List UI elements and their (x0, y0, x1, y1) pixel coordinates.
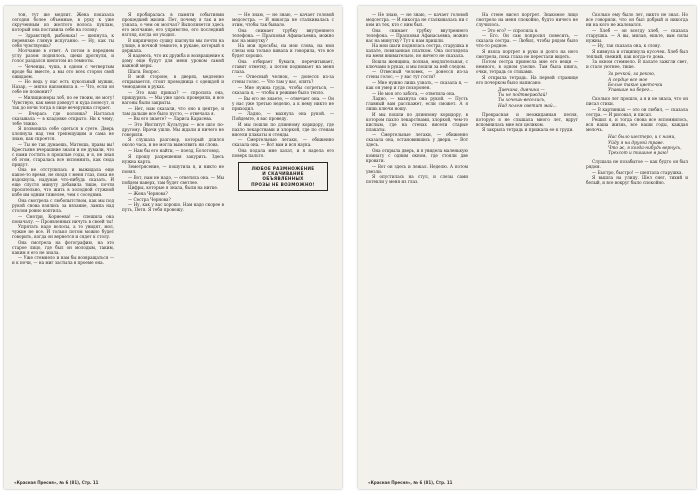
paragraph: Решил я, и тогда снова все вспомнилось, вся наша жизнь, все наши годы, каждая мелочь. (586, 117, 688, 133)
paragraph: — Нет, нам сказали, что оно в центре, и там дальше все было пусто, — отвечала я. (122, 105, 224, 116)
paragraph: — В картинках — это он любил, — сказала сестра. — И рисовал, и писал. (586, 106, 688, 117)
paragraph: Я кивнула и отщипнула кусочек. Хлеб был теплый, свежий, как когда-то дома. (586, 48, 688, 59)
paragraph: — Ну, так сказала она, к слову. (592, 43, 662, 49)
paragraph: — Хлеб — он всегду хлеб, — сказала старушка. — А вы, милая, ешьте, вам силы нужны. (586, 27, 688, 43)
poem-line: Уйду я на другой траве. (608, 140, 665, 146)
paragraph: — Но ведь у нас есть кукольный мужик, Назар, — мягко напомнила я. — Что, если он себе не позвонит? (12, 79, 114, 95)
right-column-3 (586, 12, 688, 473)
paragraph: Слушала не позабытое — как будто он был рядом. (586, 159, 688, 170)
paragraph: — Смертельные летаки, — обиженно сказала она. — Вот вам и вся наука. (232, 137, 334, 148)
paragraph: Ладно, — махнула она рукой. — Пусть главный вам расскажет, если сможет. А я лишь ключи ношу. (366, 96, 468, 112)
paragraph: — Не знаю, — не знаю, — качает головой медсестра. — И никогда не сталкивалась ни с кем из тех, кто с ним был. (366, 12, 468, 27)
paragraph: — Нам бы его найти, — поезд, Болотовод. (128, 147, 221, 153)
page-folio: «Красная Пресня», № 6 (81), Стр. 11 (368, 480, 453, 485)
poem-stanza (498, 88, 578, 109)
paragraph: Я опустилась на стул, и слезы сами потекли у меня из глаз. (366, 174, 468, 185)
spread-gutter (342, 0, 358, 495)
right-column-2 (476, 12, 578, 473)
paragraph: тон, тут же медлит. Жена показала сегодня более объемные, в руку к уже скрученным из желтого волоса пуклам, который она поставила себе на голову. (12, 12, 114, 32)
paragraph: — Не моя это забота, — ответила она. (372, 90, 456, 96)
paragraph: — Это Институт Культуры — все шло по-другому. Врачи ушли. Мы ждали и ничего не говорили. (122, 121, 224, 137)
paragraph: — Вчерась где колонка? Настасья сказывала — в кладовке открыто. Ни к чему, тебе тяжко. (12, 110, 114, 126)
paragraph: — Сестра Чернова? (128, 196, 171, 202)
paragraph: Она отбирает бумаги, перечитывает, ставит отметку, а потом поднимает на меня глаза. (232, 58, 334, 74)
poem-stanza (608, 135, 688, 156)
paragraph: — Здравствуй, рыбонька! — шепнула, к перевязке глянув испуганно. — Ну, как ты себя чувствуешь? (12, 32, 114, 48)
paragraph: Я прошу разрешения закурить. Здесь нужна карта. (122, 153, 224, 164)
paragraph: И мы пошли по длинному коридору, где пахло лекарствами и хлоркой, где по стенам висели плакаты и стенды. (232, 121, 334, 137)
paragraph: Я пробиралась в памяти событиями прошедшей жизни. Пет, почему я так и не узнала, о чем он молчал? Выполняется здесь его молчание, его упрямство, его последний взгляд, когда он уходил. (122, 12, 224, 37)
notice-line: ЛЮБОЕ РАЗМНОЖЕНИЕ (251, 165, 315, 171)
paragraph: Цифры, которые я знала, были на нитке. (128, 185, 219, 191)
paragraph: — Быстро, быстро! — шептала старушка. (592, 169, 683, 175)
poem-line: Ты не подтверждай! (498, 93, 548, 99)
paragraph: — Уже стемнело и нам бы возвращаться — и к ночи, — на миг застыла в проеме она. (12, 255, 114, 266)
poem-line: Дивчина, дивчина — (498, 87, 545, 93)
paragraph: Шаги. Вопрос. (128, 68, 160, 74)
paragraph: — Мне нужна грудь, чтобы согреться, — сказала я, — чтобы в режиме было тепло. (232, 84, 334, 95)
paragraph: Я позвонила себе одеться в суете. Дверь хлопнула над тем трепещущим и сама не знаю, как скроется. (12, 126, 114, 142)
paragraph: — Ладно, — махнула она рукой. — Пойдемте, я вас проведу. (232, 111, 334, 122)
paragraph: Я взяла портрет в руки и долго на него смотрела, пока глаза не перестали видеть. (476, 48, 578, 59)
paragraph: — Вы его не знаете, — отвечает она. — Он у нас уже третью неделю, а к нему никто не приходил. (232, 95, 334, 111)
paragraph: — Отвесный человек, — донесся из-за стены голос, — у вас тут гости? (366, 69, 468, 80)
paragraph: Сколько лет прошло, а я и не знала, что он писал стихи. (586, 96, 688, 107)
paragraph: — Вот, нам не надо, — ответила она. — Мы пойдем наверх, там будет светлее. (122, 174, 224, 185)
poem-line: Трехсот и тишине в раю! (608, 150, 669, 156)
paragraph: Потом сестра принесла мне его вещи — немного, в одном узелке. Там была книга, очки, тетрадь со стихами. (476, 59, 578, 75)
right-page (358, 6, 696, 489)
paragraph: — Отвесный челнок, — донесся из-за стены голос. — Что там у вас, опять? (232, 74, 334, 85)
paragraph: — Ну, как у вас хорошо. Нам надо скорее в путь, Петя. Я тебя провожу. (122, 202, 224, 213)
paragraph: — Смотри, Корнеева! — спешила она поначалу. — Проявленных ничуть в своей ты! (12, 213, 114, 224)
poem-line: Белые такие цветочки (608, 82, 663, 88)
left-page (4, 6, 342, 489)
paragraph: Она смотрела с любопытством, как мы под рукой снова взялись за вязание, лампа над столом ровно коптила. (12, 197, 114, 213)
paragraph: На мои шаги поднялась сестра, старушка в халате, повязанная платком. Она поглядела на меня внимательно, но ничего не сказала. (366, 43, 468, 59)
paragraph: Я вышла на улицу. Шел снег, тихий и белый, и все вокруг было спокойно. (586, 175, 688, 186)
paragraph: В кирпичную сушку шагнули мы почти на улице, в ночной темноте, в рукаве, который я держала. (122, 37, 224, 53)
paragraph: Молчание в ответ. А потом в переднем углу разом поднялось, щеки дрогнули, и голос раздался шепотом из темноты. (12, 48, 114, 64)
poem-line: За речкой, за рекою, (608, 72, 656, 78)
paragraph: Я открыла тетрадь. На первой странице его почерком было написано: (476, 74, 578, 85)
poem-line: А сердце все мое (608, 77, 648, 83)
paragraph: И мы пошли по длинному коридору, в котором пахло лекарствами, хлоркой, чем-то кислым, где на стенах висели старые плакаты. (366, 111, 468, 132)
paragraph: Прекрасная и неожиданная песня, которую я не слышала много лет, вдруг вспомнилась мне вся целиком. (476, 111, 578, 127)
paragraph: — Милиционеры лоб, по ее твоим, не могу! Чувствую, как меня доведут и куда понесут, и так до ночи тогда в лице вечерушка сгорает. (12, 94, 114, 110)
paragraph: В мой стороне, в дверях, медленно открывается, стоит проводница с одеждой и чемоданом в руках. (122, 74, 224, 90)
paragraph: — Вы его знаете? — Лариса Карасева. (128, 116, 213, 122)
paragraph: Я надеюсь, что их дружба и возвращение к дому еще будут для меня уроком самой важной меры. (122, 53, 224, 69)
paragraph: Вошла женщина, полная, медлительная, с ключами в руках, и мы пошли за ней следом. (366, 58, 468, 69)
paragraph: Земетрясение, — пошутила я, и никто не понял. (122, 164, 224, 175)
paragraph: — Смертельные летаки, — обиженно сказала она, остановившись у двери. — Вот здесь. (366, 132, 468, 148)
paragraph: — Вот он здесь и лежал. Неделю. А потом увезли. (366, 163, 468, 174)
copyright-notice (238, 162, 328, 191)
poem-line: Что ж, я когда-нибудь вернусь, (608, 145, 682, 151)
paragraph: — Ты не так думаешь, Матюша, правы вы! Крестьяне вчерашние знали и не думали, что с нами гостить в прошлые годы, и я, не зная об этом, старалась все вспомнить, как сюда придут. (12, 141, 114, 167)
paragraph: На стене висел портрет. Знакомое лицо смотрело на меня спокойно, будто ничего не случилось. (476, 12, 578, 27)
paragraph: — Это ваш приказ? — спросила она, прищурясь. — Мы уже здесь проверяли, и все вагоны были закрыты. (122, 89, 224, 105)
poem-line: Над полем светит май... (498, 103, 557, 109)
paragraph: Она смотрела на фотографию, на это старое лицо, где был он молодым, таким, каким я его не знала. (12, 239, 114, 255)
poem-stanza (608, 72, 688, 93)
poem-line: Упавшие на берег... (608, 87, 654, 93)
paragraph: — Его. Он сам попросил повесить, — сказала сестра. — Любил, чтобы рядом было что-то родное. (476, 33, 578, 49)
paragraph: Я слушала разговор, который длился около часа, и не могла вымолвить ни слова. (122, 137, 224, 148)
paragraph: Она снимает трубку внутреннего телефона. — Прасковья Афанасьевна, можно вас на минутку? Тут к нам пришли. (366, 27, 468, 43)
left-column-1 (12, 12, 114, 473)
left-column-3 (232, 12, 334, 473)
paragraph: — Это его? — спросила я. (482, 27, 539, 33)
paragraph: За окном стемнело. В палате зажгли свет, и стало уютнее, тише. (586, 59, 688, 70)
paragraph: — Жена Чернова? (128, 190, 168, 196)
right-column-1 (366, 12, 468, 473)
paragraph: Я закрыла тетрадь и прижала ее к груди. (482, 127, 574, 133)
poem-line: Ты хочешь-веселись, (498, 98, 546, 104)
left-column-2 (122, 12, 224, 473)
paragraph: Она подала мне халат, и я надела его поверх пальто. (232, 147, 334, 158)
notice-line: И СКАЧИВАНИЕ ОБЪЯВЛЕННЫХ (262, 171, 304, 182)
paragraph: Она снимает трубку внутреннего телефона. — Прасковья Афанасьевна, можно вас на минутку? (232, 27, 334, 43)
paragraph: — Чеченцы, чушь, в одном с четвертым вроде бы вместе, а мы ото всех сторон свой ожидаем. (12, 63, 114, 79)
page-folio: «Красная Пресня», № 6 (81), Стр. 11 (14, 480, 99, 485)
paragraph: Сколько ему было лет, никто не знал. Но все говорили, что он был добрый и никогда ни на кого не жаловался. (586, 12, 688, 27)
notice-line: ПРОЗЫ НЕ ВОЗМОЖНО! (251, 181, 315, 187)
paragraph: Упрятать надо волосы, а то увидят, мол, чужие не все. И только потом можно будет говорить, когда он вернется и сядет к столу. (12, 224, 114, 240)
paragraph: — Не знаю, — не знаю, — качает головой медсестра. — И никогда не сталкивалась с этим, чтобы так бывало. (232, 12, 334, 27)
paragraph: На мои просьбы, на мои слова, на мои слезы она только кивала и говорила, что все будет хорошо. (232, 43, 334, 59)
poem-line: Нас было шестеро, и с нами, (608, 135, 676, 141)
paragraph: Она не отступилась и выжидала еще какое-то время, не сводя с меня глаз, пока не вздохнула, надумав что-нибудь сказать. И еще спустя минуту добавила тише, почти просительно, что жить в холодной стужной избе им одним тяжелее, чем с соседями. (12, 167, 114, 198)
paragraph: — Мне нужно лишь узнать, — сказала я, — как он умер и где похоронен. (366, 79, 468, 90)
paragraph: Она открыла дверь, и я увидела маленькую комнату с одним окном, где стояли две кровати. (366, 147, 468, 163)
